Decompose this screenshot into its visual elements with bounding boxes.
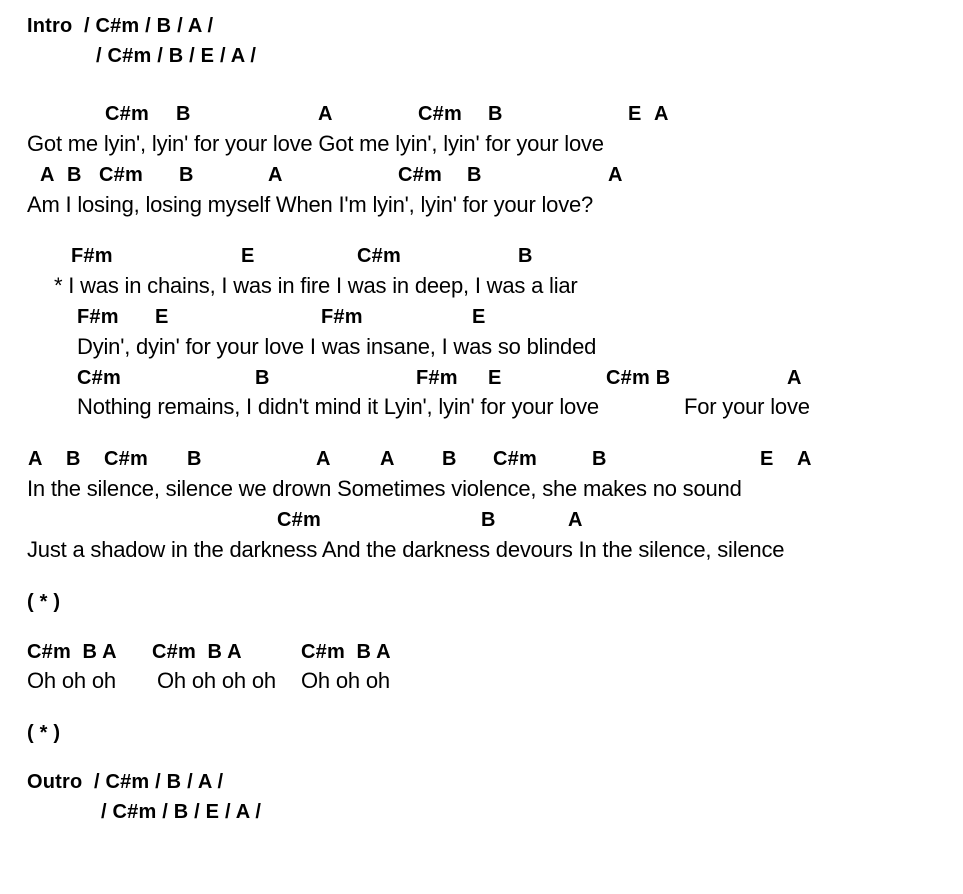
chord: C#m [104,448,148,470]
chord: E [472,306,486,328]
chord: E [488,367,502,389]
verse-lyric-1: Got me lyin', lyin' for your love Got me lyin', lyin' for your love [27,131,604,156]
chord: B [592,448,607,470]
chorus-lyric-1: * I was in chains, I was in fire I was in deep, I was a liar [54,273,578,298]
chord: A [318,103,333,125]
chord: E [628,103,642,125]
chord: B [187,448,202,470]
chord: F#m [416,367,458,389]
chord: A [28,448,43,470]
chord: C#m B A [27,641,117,663]
chord: E [155,306,169,328]
chord: A [654,103,669,125]
verse-lyric-2: Am I losing, losing myself When I'm lyin', lyin' for your love? [27,192,594,217]
chord: A [380,448,395,470]
oh-lyric: Oh oh oh [27,668,116,693]
chord: B [442,448,457,470]
intro-line-2: / C#m / B / E / A / [96,45,257,67]
chord: A [316,448,331,470]
chord: B [488,103,503,125]
chord: C#m [277,509,321,531]
outro-line-2: / C#m / B / E / A / [101,801,262,823]
chord: B [179,164,194,186]
chord: C#m [398,164,442,186]
chord: C#m B A [152,641,242,663]
chord: E [760,448,774,470]
chord: A [797,448,812,470]
chord: B [467,164,482,186]
chord: F#m [71,245,113,267]
chord: C#m [357,245,401,267]
chord: C#m [77,367,121,389]
chorus-lyric-3-tail: For your love [684,394,810,419]
outro-line-1: Outro / C#m / B / A / [27,771,224,793]
oh-lyric: Oh oh oh [301,668,390,693]
chord: B [481,509,496,531]
chord: B [255,367,270,389]
chord: A [268,164,283,186]
chord: C#m B [606,367,671,389]
bridge-lyric-2: Just a shadow in the darkness And the darkness devours In the silence, silence [27,537,785,562]
chord: F#m [321,306,363,328]
chord: C#m [99,164,143,186]
chord: C#m [493,448,537,470]
chord: A [608,164,623,186]
chord: B [66,448,81,470]
chord: E [241,245,255,267]
chord: B [176,103,191,125]
chord: B [518,245,533,267]
chord: C#m [418,103,462,125]
chorus-lyric-2: Dyin', dyin' for your love I was insane, I was so blinded [77,334,597,359]
oh-lyric: Oh oh oh oh [157,668,276,693]
repeat-chorus-marker: ( * ) [27,591,61,613]
chord: A [40,164,55,186]
bridge-lyric-1: In the silence, silence we drown Sometimes violence, she makes no sound [27,476,742,501]
intro-line-1: Intro / C#m / B / A / [27,15,214,37]
chord: A [568,509,583,531]
chord: A [787,367,802,389]
chord: C#m B A [301,641,391,663]
repeat-chorus-marker: ( * ) [27,722,61,744]
chord: C#m [105,103,149,125]
chord: F#m [77,306,119,328]
chord: B [67,164,82,186]
chorus-lyric-3: Nothing remains, I didn't mind it Lyin', lyin' for your love [77,394,599,419]
